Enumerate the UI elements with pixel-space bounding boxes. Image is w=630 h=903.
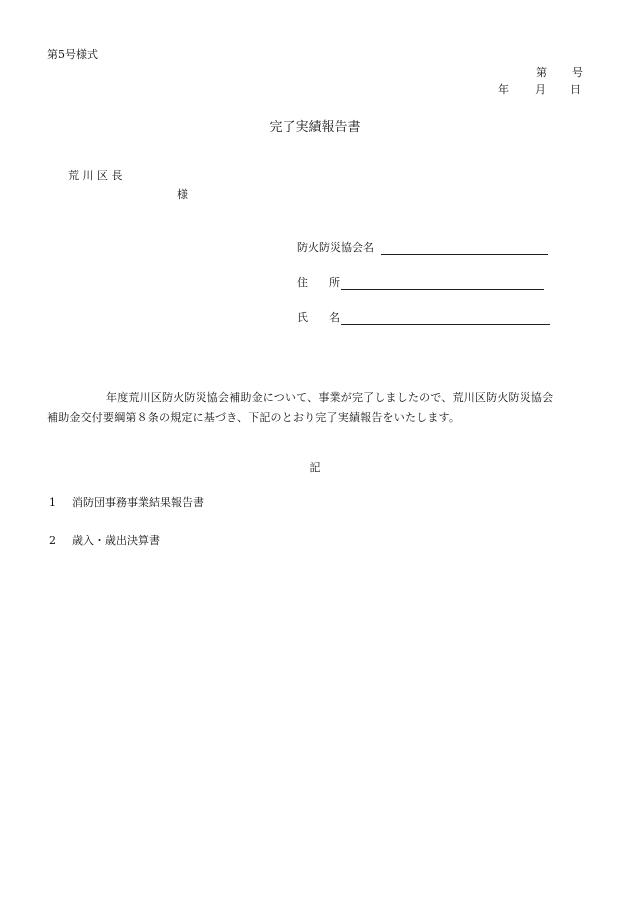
address-field-line — [341, 289, 544, 290]
name-label-1: 氏 — [297, 311, 308, 324]
name-label-2: 名 — [329, 311, 340, 324]
form-number: 第5号様式 — [47, 48, 98, 61]
item-number: 1 — [49, 496, 56, 509]
addressee-honorific: 様 — [177, 188, 188, 201]
item-text: 歳入・歳出決算書 — [72, 534, 160, 547]
date-day: 日 — [570, 83, 581, 96]
name-field-line — [341, 324, 550, 325]
address-label-2: 所 — [329, 276, 340, 289]
ki-heading: 記 — [309, 461, 321, 474]
association-label: 防火防災協会名 — [297, 241, 374, 254]
date-month: 月 — [535, 83, 546, 96]
body-line-1: 年度荒川区防火防災協会補助金について、事業が完了しましたので、荒川区防火防災協会 — [106, 391, 554, 404]
page-title: 完了実績報告書 — [269, 120, 361, 135]
doc-number-suffix: 号 — [572, 66, 583, 79]
association-field-line — [381, 254, 548, 255]
doc-number-prefix: 第 — [536, 66, 547, 79]
addressee-name: 荒 川 区 長 — [68, 169, 123, 182]
date-year: 年 — [498, 83, 509, 96]
address-label-1: 住 — [297, 276, 308, 289]
item-text: 消防団事務事業結果報告書 — [72, 496, 204, 509]
body-line-2: 補助金交付要綱第８条の規定に基づき、下記のとおり完了実績報告をいたします。 — [47, 411, 461, 424]
item-number: 2 — [49, 534, 56, 547]
